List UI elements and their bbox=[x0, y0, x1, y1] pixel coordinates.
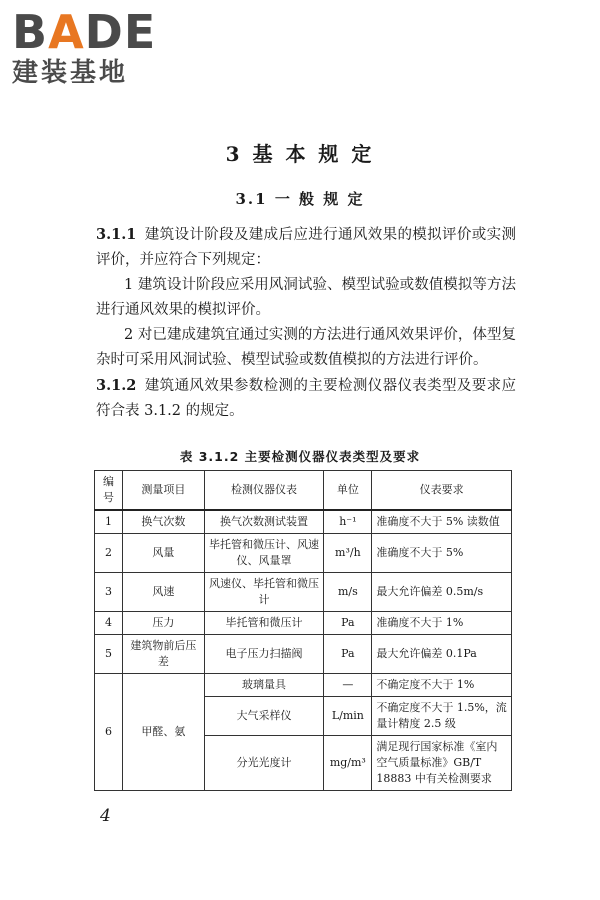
table-caption: 表 3.1.2 主要检测仪器仪表类型及要求 bbox=[179, 449, 421, 464]
table-cell: 换气次数 bbox=[122, 510, 204, 534]
table-cell: 准确度不大于 1% bbox=[372, 612, 512, 635]
table-cell: 毕托管和微压计、风速仪、风量罩 bbox=[204, 534, 324, 573]
table-row bbox=[95, 674, 512, 697]
page-number: 4 bbox=[100, 806, 111, 826]
table-header: 单位 bbox=[324, 471, 372, 511]
table-cell: 最大允许偏差 0.1Pa bbox=[372, 635, 512, 674]
table-header: 编号 bbox=[95, 471, 123, 511]
table-cell: 风速仪、毕托管和微压计 bbox=[204, 573, 324, 612]
table-cell: 风速 bbox=[122, 573, 204, 612]
table-cell: 风量 bbox=[122, 534, 204, 573]
table-row bbox=[95, 612, 512, 635]
clause-3-1-2 bbox=[96, 373, 516, 424]
table-row bbox=[95, 635, 512, 674]
table-cell: L/min bbox=[324, 697, 372, 736]
table-cell: 准确度不大于 5% 读数值 bbox=[372, 510, 512, 534]
table-header: 测量项目 bbox=[122, 471, 204, 511]
table-cell: 压力 bbox=[122, 612, 204, 635]
table-header-row bbox=[95, 471, 512, 511]
table-cell: 不确定度不大于 1% bbox=[372, 674, 512, 697]
table-cell: Pa bbox=[324, 612, 372, 635]
table-cell: 换气次数测试装置 bbox=[204, 510, 324, 534]
table-cell: mg/m³ bbox=[324, 736, 372, 791]
table-cell: 分光光度计 bbox=[204, 736, 324, 791]
table-cell: 满足现行国家标准《室内空气质量标准》GB/T 18883 中有关检测要求 bbox=[372, 736, 512, 791]
table-cell: 建筑物前后压差 bbox=[122, 635, 204, 674]
section-title: 3.1 一 般 规 定 bbox=[235, 190, 365, 208]
table-cell: m/s bbox=[324, 573, 372, 612]
clause-text: 建筑通风效果参数检测的主要检测仪器仪表类型及要求应符合表 3.1.2 的规定。 bbox=[96, 378, 516, 419]
table-cell: 不确定度不大于 1.5%，流量计精度 2.5 级 bbox=[372, 697, 512, 736]
table-header: 仪表要求 bbox=[372, 471, 512, 511]
table-cell: 最大允许偏差 0.5m/s bbox=[372, 573, 512, 612]
clause-item: 2 对已建成建筑宜通过实测的方法进行通风效果评价，体型复杂时可采用风洞试验、模型试验或数值模拟的方法进行评价。 bbox=[96, 327, 516, 368]
table-cell: 2 bbox=[95, 534, 123, 573]
table-cell: m³/h bbox=[324, 534, 372, 573]
clause-text: 建筑设计阶段及建成后应进行通风效果的模拟评价或实测评价，并应符合下列规定： bbox=[96, 227, 516, 268]
body-text bbox=[96, 222, 516, 424]
table-cell: 准确度不大于 5% bbox=[372, 534, 512, 573]
table-cell: h⁻¹ bbox=[324, 510, 372, 534]
logo bbox=[12, 5, 187, 88]
table-cell: 1 bbox=[95, 510, 123, 534]
table-row bbox=[95, 573, 512, 612]
clause-3-1-1 bbox=[96, 222, 516, 273]
table-row bbox=[95, 534, 512, 573]
table-cell: 4 bbox=[95, 612, 123, 635]
table-cell: 6 bbox=[95, 674, 123, 791]
table-cell: 电子压力扫描阀 bbox=[204, 635, 324, 674]
logo-wordmark: BADE bbox=[12, 5, 157, 59]
table-cell: 5 bbox=[95, 635, 123, 674]
table-cell: 玻璃量具 bbox=[204, 674, 324, 697]
table-cell: 毕托管和微压计 bbox=[204, 612, 324, 635]
table-row bbox=[95, 510, 512, 534]
table-cell: Pa bbox=[324, 635, 372, 674]
clause-number: 3.1.1 bbox=[96, 226, 137, 243]
table-cell: 甲醛、氨 bbox=[122, 674, 204, 791]
table-cell: — bbox=[324, 674, 372, 697]
logo-subtitle: 建装基地 bbox=[12, 58, 129, 88]
table-header: 检测仪器仪表 bbox=[204, 471, 324, 511]
clause-item: 1 建筑设计阶段应采用风洞试验、模型试验或数值模拟等方法进行通风效果的模拟评价。 bbox=[96, 277, 516, 318]
table-cell: 3 bbox=[95, 573, 123, 612]
table-cell: 大气采样仪 bbox=[204, 697, 324, 736]
clause-number: 3.1.2 bbox=[96, 377, 137, 394]
instrument-table bbox=[94, 470, 512, 791]
chapter-title: 3 基 本 规 定 bbox=[225, 142, 375, 166]
